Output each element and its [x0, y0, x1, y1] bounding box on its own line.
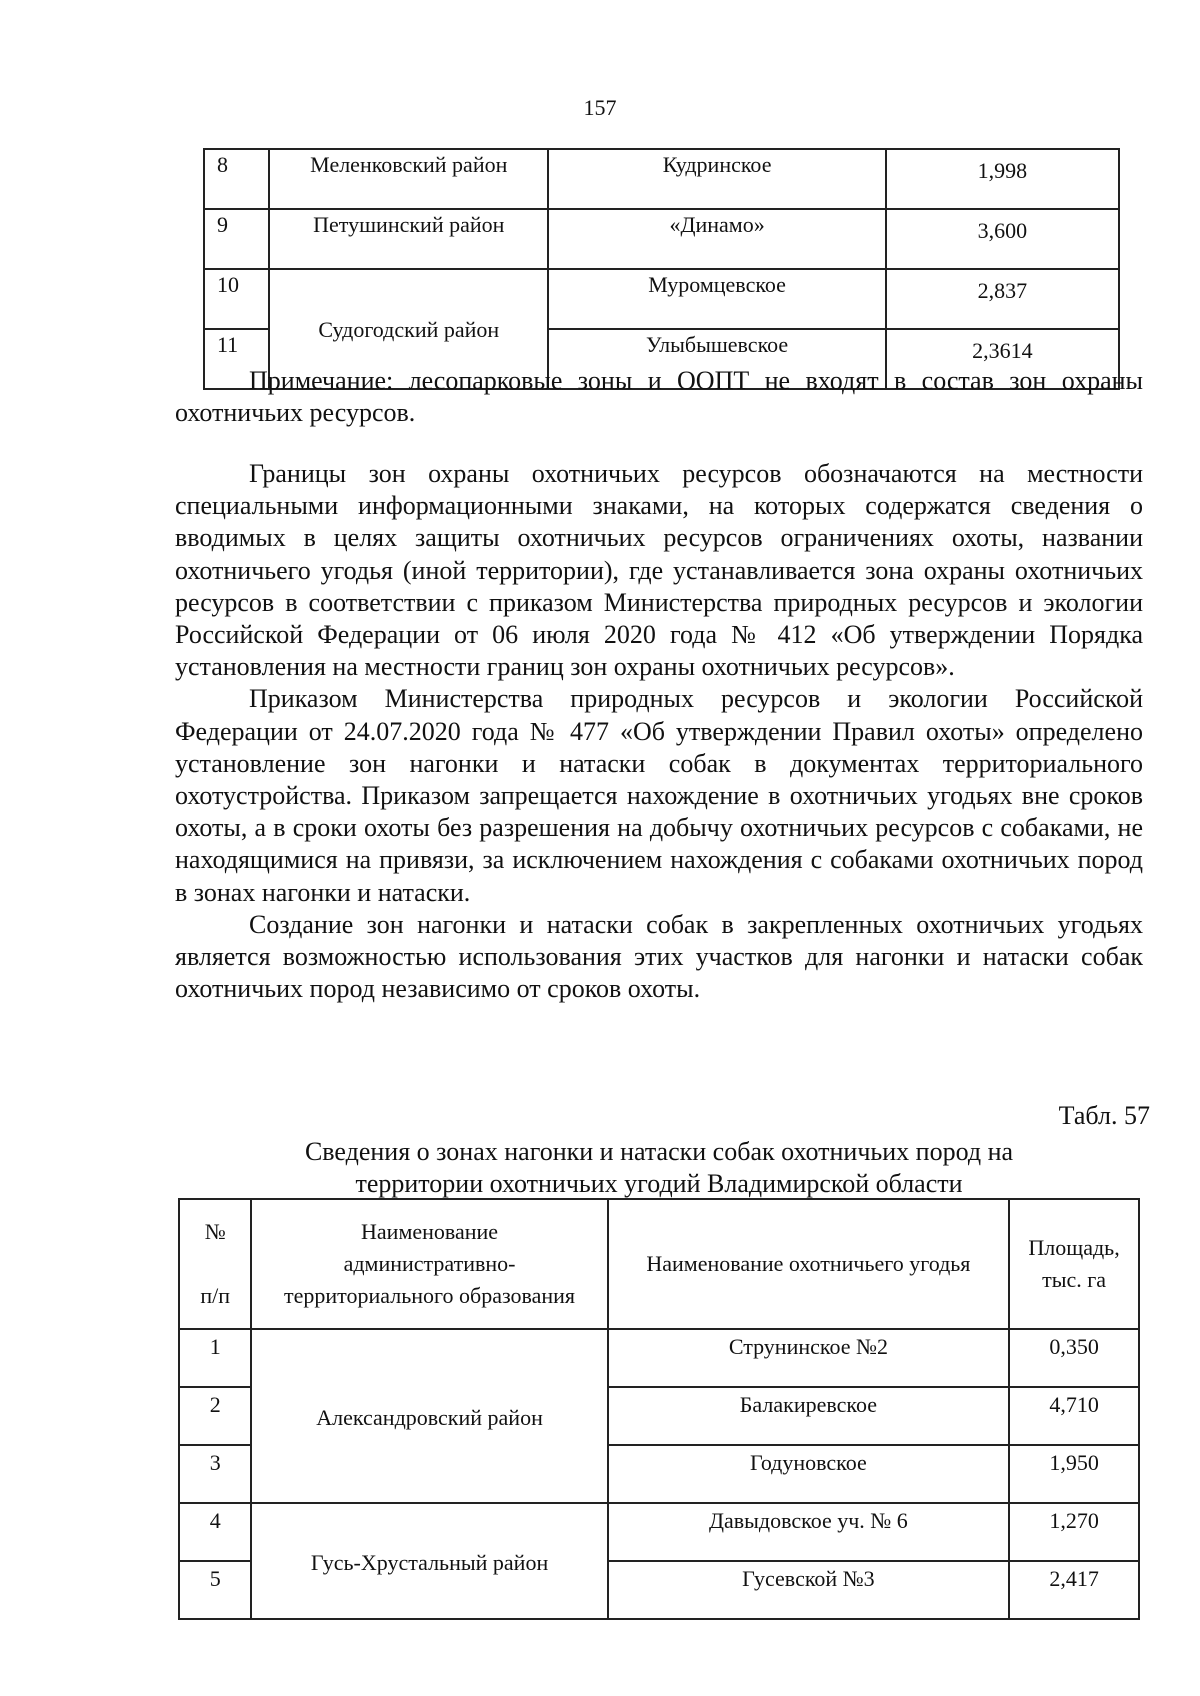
hunting-ground-cell: Муромцевское [548, 269, 885, 329]
paragraph-training-zones: Создание зон нагонки и натаски собак в закрепленных охотничьих угодьях является возможностью использования этих участков для нагонки и натаски собак охотничьих пород независимо от сроков охоты. [175, 909, 1143, 1004]
table-caption: Табл. 57 [1058, 1101, 1150, 1130]
header-district-line: территориального образования [284, 1283, 576, 1308]
area-cell: 1,270 [1009, 1503, 1139, 1561]
district-cell: Александровский район [251, 1329, 607, 1503]
header-hunting-ground: Наименование охотничьего угодья [608, 1199, 1010, 1329]
row-number: 9 [204, 209, 269, 269]
row-number: 8 [204, 149, 269, 209]
area-cell: 1,950 [1009, 1445, 1139, 1503]
header-area-line: Площадь, [1028, 1235, 1120, 1260]
row-number: 2 [179, 1387, 251, 1445]
header-number [179, 1199, 251, 1329]
table-header-row [179, 1199, 1139, 1329]
page-number: 157 [583, 95, 617, 120]
hunting-ground-cell: Балакиревское [608, 1387, 1010, 1445]
district-cell: Меленковский район [269, 149, 548, 209]
district-cell: Судогодский район [269, 269, 548, 389]
area-cell: 1,998 [886, 149, 1119, 209]
area-cell: 3,600 [886, 209, 1119, 269]
note-paragraph: Примечание: лесопарковые зоны и ООПТ не входят в состав зон охраны охотничьих ресурсов. [175, 366, 1143, 428]
hunting-ground-cell: Улыбышевское [548, 329, 885, 389]
row-number: 1 [179, 1329, 251, 1387]
row-number: 4 [179, 1503, 251, 1561]
row-number: 3 [179, 1445, 251, 1503]
header-number-line: № [204, 1219, 226, 1244]
row-number: 10 [204, 269, 269, 329]
table-row [204, 269, 1119, 329]
table-row [179, 1329, 1139, 1387]
hunting-ground-cell: Струнинское №2 [608, 1329, 1010, 1387]
header-area-line: тыс. га [1042, 1267, 1107, 1292]
hunting-zones-table-continuation [203, 148, 1120, 390]
table-row [204, 209, 1119, 269]
row-number: 11 [204, 329, 269, 389]
area-cell: 2,3614 [886, 329, 1119, 389]
body-text [175, 458, 1143, 1005]
paragraph-hunting-rules: Приказом Министерства природных ресурсов и экологии Российской Федерации от 24.07.2020 года № 477 «Об утверждении Правил охоты» определено установление зон нагонки и натаски собак в документах территориального охотустройства. Приказом запрещается нахождение в охотничьих угодьях вне сроков охоты, а в сроки охоты без разрешения на добычу охотничьих ресурсов с собаками, не находящимися на привязи, за исключением нахождения с собаками охотничьих пород в зонах нагонки и натаски. [175, 684, 1143, 907]
hunting-ground-cell: Давыдовское уч. № 6 [608, 1503, 1010, 1561]
header-district [251, 1199, 607, 1329]
hunting-ground-cell: Гусевской №3 [608, 1561, 1010, 1619]
area-cell: 2,417 [1009, 1561, 1139, 1619]
area-cell: 4,710 [1009, 1387, 1139, 1445]
table-title-line: территории охотничьих угодий Владимирской области [355, 1169, 963, 1198]
note-block [175, 365, 1143, 429]
paragraph-zone-boundaries: Границы зон охраны охотничьих ресурсов обозначаются на местности специальными информационными знаками, на которых содержатся сведения о вводимых в целях защиты охотничьих ресурсов ограничениях охоты, названии охотничьего угодья (иной территории), где устанавливается зона охраны охотничьих ресурсов в соответствии с приказом Министерства природных ресурсов и экологии Российской Федерации от 06 июля 2020 года № 412 «Об утверждении Порядка установления на местности границ зон охраны охотничьих ресурсов». [175, 459, 1143, 682]
table-title [175, 1136, 1143, 1200]
table-row [204, 149, 1119, 209]
area-cell: 2,837 [886, 269, 1119, 329]
district-cell: Гусь-Хрустальный район [251, 1503, 607, 1619]
row-number: 5 [179, 1561, 251, 1619]
table-title-line: Сведения о зонах нагонки и натаски собак охотничьих пород на [304, 1137, 1014, 1166]
table-row [179, 1503, 1139, 1561]
dog-training-zones-table [178, 1198, 1140, 1620]
header-number-line: п/п [200, 1283, 231, 1308]
header-district-line: административно- [343, 1251, 516, 1276]
hunting-ground-cell: «Динамо» [548, 209, 885, 269]
area-cell: 0,350 [1009, 1329, 1139, 1387]
header-area [1009, 1199, 1139, 1329]
hunting-ground-cell: Годуновское [608, 1445, 1010, 1503]
hunting-ground-cell: Кудринское [548, 149, 885, 209]
district-cell: Петушинский район [269, 209, 548, 269]
header-district-line: Наименование [361, 1219, 499, 1244]
